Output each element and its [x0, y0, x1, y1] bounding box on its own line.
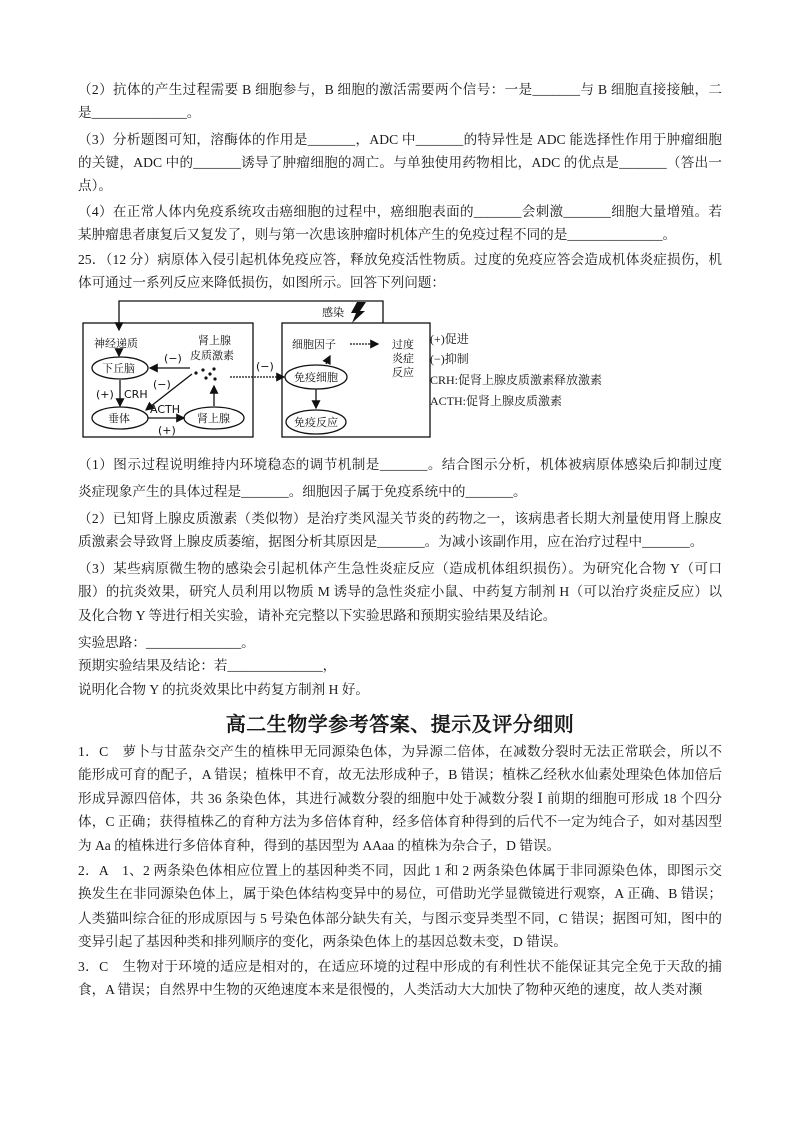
- text-line: 体，C 正确；获得植株乙的育种方法为多倍体育种，经多倍体育种得到的后代不一定为纯合子，如对基因型: [78, 814, 722, 829]
- text-line: 2．A 1、2 两条染色体相应位置上的基因种类不同，因此 1 和 2 两条染色体属于非同源染色体，即图示交: [78, 863, 722, 878]
- text-line: 形成异源四倍体，共 36 条染色体，其进行减数分裂的细胞中处于减数分裂 Ⅰ 前期的细胞可形成 18 个四分: [78, 791, 722, 806]
- text-line: （4）在正常人体内免疫系统攻击癌细胞的过程中，癌细胞表面的_______会刺激_______细胞大量增殖。若: [78, 204, 722, 219]
- text-line: 为 Aa 的植株进行多倍体育种，得到的基因型为 AAaa 的植株为杂合子，D 错误。: [78, 838, 561, 853]
- text-line: （2）已知肾上腺皮质激素（类似物）是治疗类风湿关节炎的药物之一，该病患者长期大剂量使用肾上腺皮: [78, 511, 722, 526]
- label-pituitary: 垂体: [108, 412, 130, 425]
- text-line: 变异引起了基因种类和排列顺序的变化，两条染色体上的基因总数未变，D 错误。: [78, 934, 567, 949]
- text-line: 的关键，ADC 中的_______诱导了肿瘤细胞的凋亡。与单独使用药物相比，ADC 的优点是_______（答出一: [78, 155, 722, 170]
- text-line: 3．C 生物对于环境的适应是相对的，在适应环境的过程中形成的有利性状不能保证其完全免于天敌的捕: [78, 959, 722, 974]
- label-crh: CRH: [124, 388, 148, 401]
- legend-crh: CRH:促肾上腺皮质激素释放激素: [430, 373, 603, 387]
- text-line: （2）抗体的产生过程需要 B 细胞参与，B 细胞的激活需要两个信号：一是_______与 B 细胞直接接触，二: [78, 82, 722, 97]
- text-line: 1．C 萝卜与甘蓝杂交产生的植株甲无同源染色体，为异源二倍体，在减数分裂时无法正常联会，所以不: [78, 744, 722, 759]
- label-minus-1: (−): [164, 352, 182, 365]
- label-cytokine: 细胞因子: [292, 338, 336, 351]
- label-infection: 感染: [322, 306, 344, 319]
- text-line: 质激素会导致肾上腺皮质萎缩，据图分析其原因是_______。为减小该副作用，应在治疗过程中_______。: [78, 534, 704, 549]
- text-line: （3）某些病原微生物的感染会引起机体产生急性炎症反应（造成机体组织损伤）。为研究化合物 Y（可口: [78, 561, 722, 576]
- legend-inhibit: (−)抑制: [430, 352, 469, 366]
- lightning-icon: [351, 302, 366, 323]
- label-plus-crh: (+): [96, 388, 114, 401]
- label-inflammation-2: 炎症: [392, 352, 414, 365]
- label-inflammation-3: 反应: [392, 366, 414, 379]
- hormone-dots: [194, 367, 216, 380]
- text-line: 炎症现象产生的具体过程是_______。细胞因子属于免疫系统中的_______。: [78, 484, 527, 499]
- text-line: 说明化合物 Y 的抗炎效果比中药复方制剂 H 好。: [78, 682, 370, 697]
- label-hormone-1: 肾上腺: [198, 334, 231, 347]
- label-hormone-2: 皮质激素: [190, 349, 234, 362]
- text-line: 换发生在非同源染色体上，属于染色体结构变异中的易位，可借助光学显微镜进行观察，A 正确、B 错误；: [78, 886, 722, 901]
- text-line: 某肿瘤患者康复后又复发了，则与第一次患该肿瘤时机体产生的免疫过程不同的是______________。: [78, 227, 677, 242]
- label-inflammation-1: 过度: [392, 338, 414, 351]
- text-line: （3）分析题图可知，溶酶体的作用是_______，ADC 中_______的特异性是 ADC 能选择性作用于肿瘤细胞: [78, 132, 722, 147]
- label-neurotransmitter: 神经递质: [94, 337, 138, 350]
- label-minus-2: (−): [153, 378, 171, 391]
- legend-promote: (+)促进: [430, 332, 469, 346]
- legend-acth: ACTH:促肾上腺皮质激素: [430, 394, 563, 408]
- text-line: 点）。: [78, 178, 112, 193]
- text-line: 及化合物 Y 等进行相关实验，请补充完整以下实验思路和预期实验结果及结论。: [78, 608, 557, 623]
- answer-title: 高二生物学参考答案、提示及评分细则: [225, 712, 575, 736]
- regulation-diagram: [72, 292, 434, 444]
- text-line: 体可通过一系列反应来降低损伤，如图所示。回答下列问题：: [78, 275, 446, 290]
- text-line: 25．（12 分）病原体入侵引起机体免疫应答，释放免疫活性物质。过度的免疫应答会造成机体炎症损伤，机: [78, 252, 722, 267]
- label-hypothalamus: 下丘脑: [102, 362, 135, 375]
- text-line: 预期实验结果及结论：若______________，: [78, 658, 337, 673]
- label-minus-3: (−): [256, 360, 274, 373]
- label-immune-response: 免疫反应: [294, 416, 338, 429]
- text-line: 服）的抗炎效果，研究人员利用以物质 M 诱导的急性炎症小鼠、中药复方制剂 H（可以治疗炎症反应）以: [78, 584, 722, 599]
- label-immune-cell: 免疫细胞: [294, 371, 338, 384]
- text-line: （1）图示过程说明维持内环境稳态的调节机制是_______。结合图示分析，机体被病原体感染后抑制过度: [78, 457, 722, 472]
- text-line: 是______________。: [78, 105, 201, 120]
- label-acth: ACTH: [150, 403, 181, 416]
- text-line: 实验思路：______________。: [78, 635, 255, 650]
- text-line: 能形成可育的配子，A 错误；植株甲不育，故无法形成种子，B 错误；植株乙经秋水仙素处理染色体加倍后: [78, 767, 722, 782]
- label-plus-acth: (+): [158, 424, 176, 437]
- label-adrenal: 肾上腺: [197, 412, 230, 425]
- text-line: 人类猫叫综合征的形成原因与 5 号染色体部分缺失有关，与图示变异类型不同，C 错误；据图可知，图中的: [78, 911, 722, 926]
- text-line: 食，A 错误；自然界中生物的灭绝速度本来是很慢的，人类活动大大加快了物种灭绝的速度，故人类对濒: [78, 982, 703, 997]
